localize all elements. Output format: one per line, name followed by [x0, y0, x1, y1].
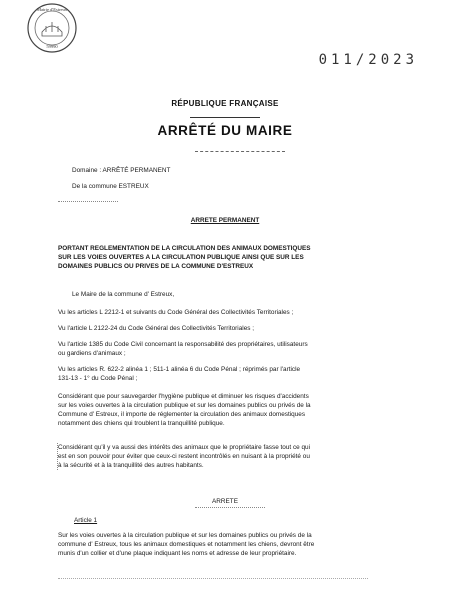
- domain-line: Domaine : ARRÊTÉ PERMANENT: [72, 167, 171, 174]
- decree-heading: ARRETE PERMANENT: [190, 217, 260, 224]
- visa-1: [58, 308, 388, 317]
- dotted-separator: [195, 507, 265, 508]
- considerant-line: à la sécurité et à la tranquillité des autres habitants.: [58, 462, 204, 469]
- page-title: ARRÊTÉ DU MAIRE: [157, 123, 293, 138]
- visa-2: [58, 324, 388, 333]
- visa-line: Vu l'article 1385 du Code Civil concernant la responsabilité des propriétaires, utilisateurs: [58, 341, 308, 348]
- visa-line: Vu l'article L 2122-24 du Code Général des Collectivités Territoriales ;: [58, 325, 254, 332]
- article-line: commune d' Estreux, tous les animaux domestiques et notamment les chiens, devront être: [58, 541, 315, 548]
- object-line: DOMAINES PUBLICS OU PRIVES DE LA COMMUNE D'ESTREUX: [58, 263, 254, 270]
- commune-line: De la commune ESTREUX: [72, 183, 149, 190]
- svg-text:Mairie d'Estreux: Mairie d'Estreux: [37, 7, 67, 12]
- considerant-line: sur les voies ouvertes à la circulation publique et sur les domaines publics ou privés de la: [58, 402, 311, 409]
- considerant-line: Considérant que pour sauvegarder l'hygiène publique et diminuer les risques d'accidents: [58, 393, 309, 400]
- visa-line: Vu les articles L 2212-1 et suivants du Code Général des Collectivités Territoriales ;: [58, 309, 294, 316]
- considerant-line: Considérant qu'il y va aussi des intérêts des animaux que le propriétaire fasse tout ce qui: [58, 444, 311, 451]
- article-line: munis d'un collier et d'une plaque indiquant les noms et adresse de leur propriétaire.: [58, 550, 297, 557]
- article-1-body: [58, 531, 388, 558]
- dotted-separator: [58, 578, 368, 579]
- considerant-line: Commune d' Estreux, il importe de réglementer la circulation des animaux domestiques: [58, 411, 306, 418]
- divider: [195, 151, 285, 152]
- visa-3: [58, 340, 388, 358]
- intro-line: Le Maire de la commune d' Estreux,: [72, 291, 175, 298]
- visa-line: 131-13 - 1° du Code Pénal ;: [58, 375, 138, 382]
- divider: [190, 117, 260, 118]
- object-line: SUR LES VOIES OUVERTES A LA CIRCULATION PUBLIQUE AINSI QUE SUR LES: [58, 254, 304, 261]
- article-1-label: Article 1: [74, 517, 98, 524]
- considerant-line: est en son pouvoir pour éviter que ceux-ci restent incontrôlés en nuisant à la propriété ou: [58, 453, 310, 460]
- document-number: 011/2023: [318, 52, 418, 68]
- object-line: PORTANT REGLEMENTATION DE LA CIRCULATION DES ANIMAUX DOMESTIQUES: [58, 245, 311, 252]
- considerant-1: [58, 392, 388, 428]
- decree-object: [58, 244, 388, 271]
- considerant-2: [57, 443, 388, 470]
- visa-line: Vu les articles R. 622-2 alinéa 1 ; 511-1 alinéa 6 du Code Pénal ; réprimés par l'article: [58, 366, 301, 373]
- visa-line: ou gardiens d'animaux ;: [58, 350, 126, 357]
- dotted-separator: [58, 201, 118, 202]
- arrete-heading: ARRETE: [212, 498, 238, 505]
- mairie-seal: [26, 2, 78, 54]
- article-line: Sur les voies ouvertes à la circulation publique et sur les domaines publics ou privés de la: [58, 532, 312, 539]
- svg-text:59990: 59990: [46, 44, 58, 49]
- republic-heading: RÉPUBLIQUE FRANÇAISE: [171, 99, 279, 108]
- considerant-line: notamment des chiens qui troublent la tranquillité publique.: [58, 420, 225, 427]
- visa-4: [58, 365, 388, 383]
